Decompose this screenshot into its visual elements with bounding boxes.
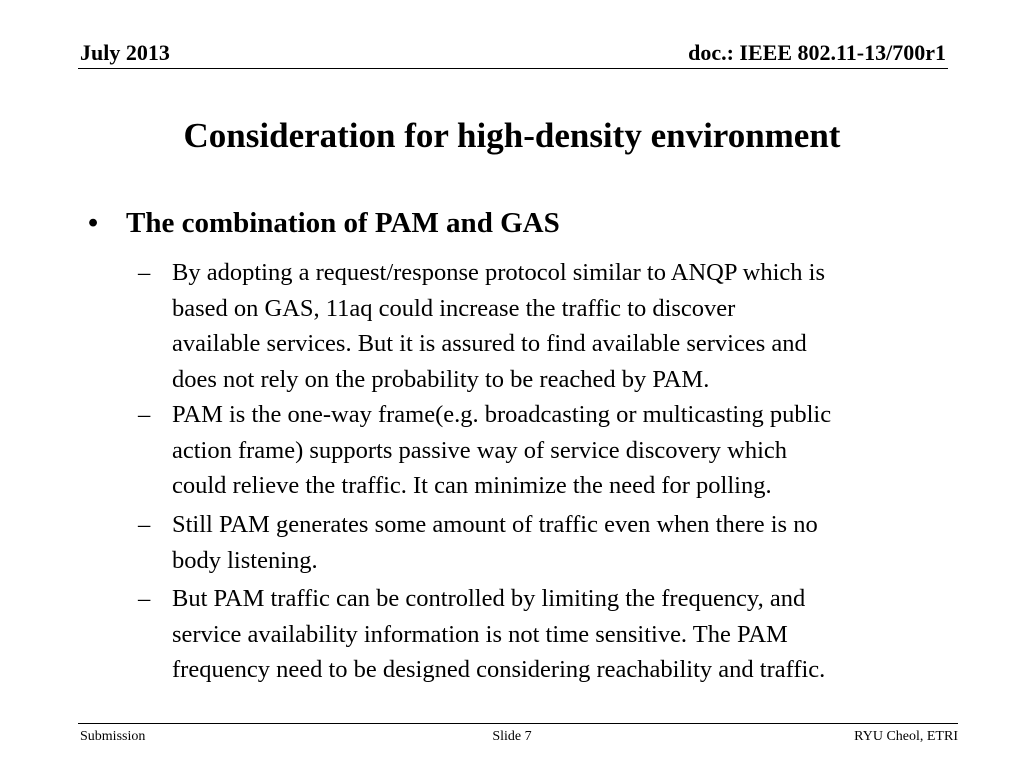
sub-bullet	[138, 507, 938, 578]
dash-marker: –	[138, 511, 151, 538]
sub-bullet	[138, 397, 938, 504]
dash-marker: –	[138, 401, 151, 428]
bullet-marker: •	[88, 207, 99, 239]
text-line: frequency need to be designed considering reachability and traffic.	[172, 656, 826, 683]
text-line: based on GAS, 11aq could increase the traffic to discover	[172, 294, 736, 322]
header-doc-id: doc.: IEEE 802.11-13/700r1	[688, 40, 946, 65]
text-line: could relieve the traffic. It can minimize the need for polling.	[172, 472, 772, 499]
header-date: July 2013	[80, 40, 170, 65]
sub-bullet	[138, 581, 938, 688]
text-line: service availability information is not time sensitive. The PAM	[172, 620, 788, 648]
text-line: body listening.	[172, 546, 318, 574]
text-line: PAM is the one-way frame(e.g. broadcasting or multicasting public	[172, 401, 832, 428]
text-line: But PAM traffic can be controlled by limiting the frequency, and	[172, 585, 806, 612]
sub-bullet-text	[172, 255, 942, 397]
sub-bullet	[138, 255, 938, 397]
footer-rule	[78, 723, 958, 724]
sub-bullet-text	[172, 581, 942, 688]
header-rule	[78, 68, 948, 69]
slide-title: Consideration for high-density environment	[183, 116, 841, 155]
dash-marker: –	[138, 585, 151, 612]
footer-author: RYU Cheol, ETRI	[854, 729, 958, 744]
footer-submission: Submission	[80, 729, 146, 744]
text-line: action frame) supports passive way of service discovery which	[172, 436, 788, 464]
text-line: available services. But it is assured to find available services and	[172, 330, 807, 357]
sub-bullet-text	[172, 507, 942, 578]
sub-bullet-text	[172, 397, 942, 504]
bullet-text: The combination of PAM and GAS	[126, 207, 560, 239]
text-line: By adopting a request/response protocol similar to ANQP which is	[172, 259, 826, 286]
footer-slide-number: Slide 7	[492, 729, 532, 744]
dash-marker: –	[138, 259, 151, 286]
text-line: Still PAM generates some amount of traffic even when there is no	[172, 511, 818, 538]
text-line: does not rely on the probability to be reached by PAM.	[172, 365, 710, 393]
